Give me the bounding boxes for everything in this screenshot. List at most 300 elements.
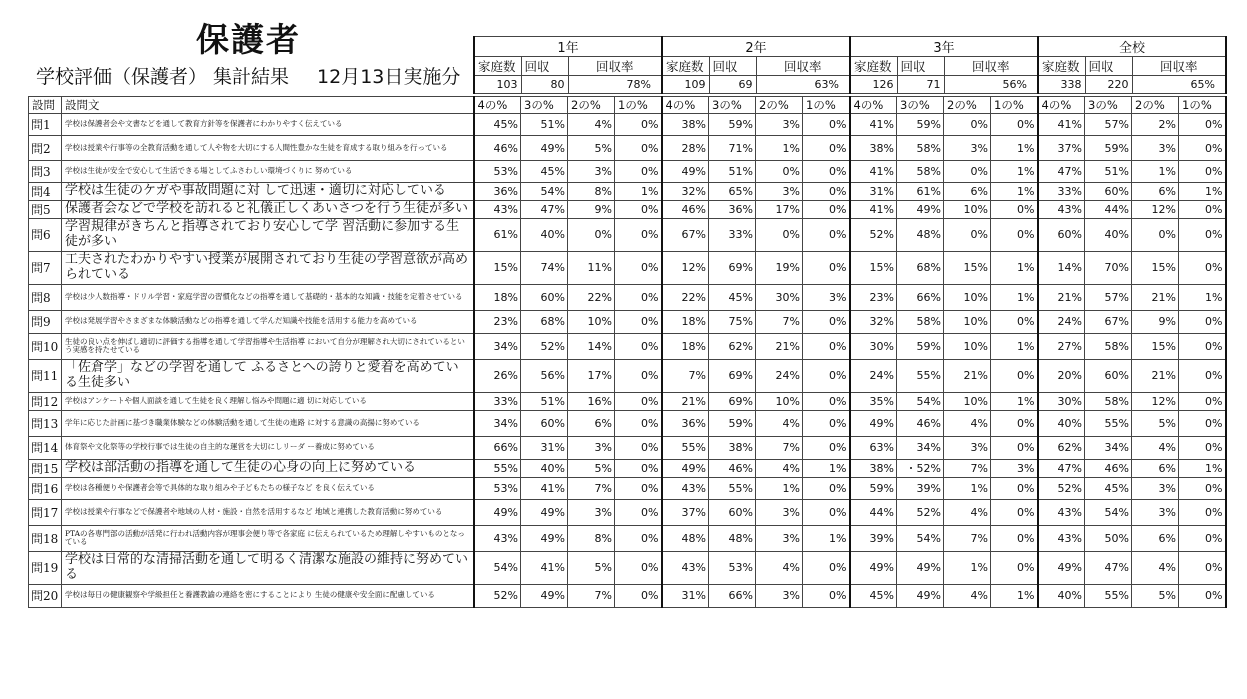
question-number: 問20 <box>29 584 62 607</box>
percent-cell: 38% <box>662 114 709 136</box>
percent-cell: 51% <box>521 114 568 136</box>
question-text-header: 設問文 <box>62 97 474 114</box>
percent-cell: 0% <box>1179 136 1226 161</box>
question-number: 問6 <box>29 219 62 252</box>
question-number: 問18 <box>29 525 62 551</box>
percent-cell: 1% <box>803 459 850 477</box>
percent-cell: 59% <box>709 114 756 136</box>
count-value-row <box>474 76 1226 94</box>
percent-cell: 0% <box>615 584 662 607</box>
question-row <box>29 136 1226 161</box>
percent-cell: 1% <box>1179 183 1226 201</box>
percent-cell: 44% <box>850 499 897 525</box>
percent-cell: 49% <box>897 551 944 584</box>
percent-cell: 0% <box>615 114 662 136</box>
percent-cell: 1% <box>991 584 1038 607</box>
percent-cell: 43% <box>474 525 521 551</box>
percent-cell: 43% <box>662 477 709 499</box>
percent-cell: 52% <box>897 499 944 525</box>
percent-cell: 60% <box>1085 183 1132 201</box>
percent-cell: 51% <box>1085 161 1132 183</box>
percent-cell: 54% <box>897 392 944 410</box>
returned-label: 回収 <box>521 57 568 76</box>
percent-cell: 20% <box>1038 359 1085 392</box>
percent-cell: 1% <box>991 251 1038 284</box>
percent-cell: 48% <box>662 525 709 551</box>
percent-cell: 0% <box>615 310 662 333</box>
percent-cell: 0% <box>756 161 803 183</box>
question-number: 問2 <box>29 136 62 161</box>
percent-cell: 0% <box>991 219 1038 252</box>
question-number: 問1 <box>29 114 62 136</box>
percent-cell: 55% <box>1085 410 1132 436</box>
percent-cell: 4% <box>756 551 803 584</box>
percent-cell: 0% <box>1179 436 1226 459</box>
question-number: 問12 <box>29 392 62 410</box>
percent-cell: 49% <box>897 584 944 607</box>
returned-count: 80 <box>521 76 568 94</box>
percent-cell: 57% <box>1085 114 1132 136</box>
group-label: 3年 <box>850 37 1038 57</box>
question-row <box>29 499 1226 525</box>
percent-cell: 0% <box>1179 551 1226 584</box>
question-number: 問15 <box>29 459 62 477</box>
question-row <box>29 310 1226 333</box>
percent-cell: 1% <box>944 551 991 584</box>
families-count: 103 <box>474 76 521 94</box>
percent-cell: 0% <box>615 392 662 410</box>
return-rate: 63% <box>756 76 850 94</box>
families-count: 109 <box>662 76 709 94</box>
percent-cell: 24% <box>1038 310 1085 333</box>
question-text: 工夫されたわかりやすい授業が展開されており生徒の学習意欲が高められている <box>62 251 474 284</box>
percent-cell: 36% <box>709 201 756 219</box>
percent-cell: 4% <box>756 459 803 477</box>
percent-cell: 66% <box>897 284 944 310</box>
collection-summary-table <box>473 36 1227 94</box>
percent-cell: 0% <box>615 284 662 310</box>
percent-cell: 0% <box>944 114 991 136</box>
percent-cell: 0% <box>615 136 662 161</box>
percent-cell: 18% <box>662 333 709 359</box>
results-table <box>28 96 1227 608</box>
percent-cell: 49% <box>662 161 709 183</box>
percent-cell: 49% <box>521 525 568 551</box>
percent-cell: 0% <box>615 436 662 459</box>
question-text: 生徒の良い点を伸ばし適切に評価する指導を通して学習指導や生活指導 において自分が理解され大切にされているという実感を持たせている <box>62 333 474 359</box>
percent-cell: 24% <box>756 359 803 392</box>
percent-header-4: 4の% <box>662 97 709 114</box>
percent-cell: 1% <box>991 392 1038 410</box>
percent-cell: 67% <box>1085 310 1132 333</box>
percent-cell: 41% <box>521 477 568 499</box>
percent-cell: 0% <box>803 436 850 459</box>
percent-cell: 0% <box>1179 584 1226 607</box>
percent-cell: 49% <box>1038 551 1085 584</box>
percent-cell: 4% <box>756 410 803 436</box>
question-row <box>29 477 1226 499</box>
percent-cell: 14% <box>1038 251 1085 284</box>
percent-cell: 41% <box>521 551 568 584</box>
percent-cell: 49% <box>521 136 568 161</box>
percent-cell: 0% <box>803 161 850 183</box>
percent-cell: 68% <box>897 251 944 284</box>
percent-cell: 33% <box>474 392 521 410</box>
percent-cell: 43% <box>1038 201 1085 219</box>
question-number: 問8 <box>29 284 62 310</box>
percent-cell: 0% <box>991 410 1038 436</box>
percent-cell: 1% <box>756 136 803 161</box>
percent-cell: 28% <box>662 136 709 161</box>
percent-cell: 39% <box>897 477 944 499</box>
percent-cell: 0% <box>1179 114 1226 136</box>
percent-cell: 59% <box>709 410 756 436</box>
percent-cell: 57% <box>1085 284 1132 310</box>
question-row <box>29 551 1226 584</box>
percent-cell: 47% <box>521 201 568 219</box>
question-text: 学校は発展学習やさまざまな体験活動などの指導を通して学んだ知識や技能を活用する能力を高めている <box>62 310 474 333</box>
percent-cell: 7% <box>944 525 991 551</box>
percent-cell: 51% <box>709 161 756 183</box>
percent-cell: 0% <box>615 201 662 219</box>
percent-cell: 19% <box>756 251 803 284</box>
percent-cell: 40% <box>1038 410 1085 436</box>
percent-cell: 41% <box>850 201 897 219</box>
percent-cell: 38% <box>709 436 756 459</box>
percent-cell: 14% <box>568 333 615 359</box>
question-text: PTAの各専門部の活動が活発に行われ活動内容が理事会便り等で各家庭 に伝えられているため理解しやすいものとなっている <box>62 525 474 551</box>
percent-cell: 0% <box>615 551 662 584</box>
question-number: 問11 <box>29 359 62 392</box>
question-text: 学校は少人数指導・ドリル学習・家庭学習の習慣化などの指導を通して基礎的・基本的な知識・技能を定着させている <box>62 284 474 310</box>
question-number: 問9 <box>29 310 62 333</box>
question-text: 学習規律がきちんと指導されており安心して学 習活動に参加する生徒が多い <box>62 219 474 252</box>
question-text: 学年に応じた計画に基づき職業体験などの体験活動を通して生徒の進路 に対する意識の高揚に努めている <box>62 410 474 436</box>
percent-cell: 0% <box>803 310 850 333</box>
percent-cell: 0% <box>803 251 850 284</box>
percent-cell: 21% <box>1132 359 1179 392</box>
question-row <box>29 392 1226 410</box>
percent-cell: 0% <box>1179 310 1226 333</box>
percent-cell: 4% <box>944 584 991 607</box>
percent-cell: 43% <box>662 551 709 584</box>
percent-cell: 10% <box>944 310 991 333</box>
percent-cell: 41% <box>1038 114 1085 136</box>
percent-cell: 5% <box>1132 584 1179 607</box>
percent-cell: 48% <box>709 525 756 551</box>
percent-header-3: 3の% <box>709 97 756 114</box>
percent-cell: 31% <box>850 183 897 201</box>
question-text: 体育祭や文化祭等の学校行事では生徒の自主的な運営を大切にしリーダ ー養成に努めている <box>62 436 474 459</box>
percent-cell: 31% <box>662 584 709 607</box>
question-text: 学校は各種便りや保護者会等で具体的な取り組みや子どもたちの様子など を良く伝えている <box>62 477 474 499</box>
percent-cell: 53% <box>709 551 756 584</box>
percent-cell: 7% <box>944 459 991 477</box>
question-number: 問3 <box>29 161 62 183</box>
percent-cell: 23% <box>474 310 521 333</box>
percent-cell: 0% <box>1179 219 1226 252</box>
percent-cell: 4% <box>568 114 615 136</box>
percent-cell: 1% <box>991 333 1038 359</box>
percent-header-1: 1の% <box>803 97 850 114</box>
percent-cell: 21% <box>756 333 803 359</box>
question-row <box>29 219 1226 252</box>
percent-cell: 46% <box>1085 459 1132 477</box>
percent-cell: 30% <box>1038 392 1085 410</box>
percent-cell: 12% <box>662 251 709 284</box>
percent-cell: 22% <box>568 284 615 310</box>
question-row <box>29 333 1226 359</box>
returned-count: 69 <box>709 76 756 94</box>
percent-cell: 67% <box>662 219 709 252</box>
percent-cell: 54% <box>521 183 568 201</box>
percent-cell: 0% <box>615 459 662 477</box>
question-text: 保護者会などで学校を訪れると礼儀正しくあいさつを行う生徒が多い <box>62 201 474 219</box>
percent-cell: 52% <box>521 333 568 359</box>
percent-cell: 3% <box>756 525 803 551</box>
percent-cell: 56% <box>521 359 568 392</box>
question-number-header: 設問 <box>29 97 62 114</box>
percent-cell: 65% <box>709 183 756 201</box>
percent-cell: 27% <box>1038 333 1085 359</box>
question-row <box>29 114 1226 136</box>
percent-cell: 0% <box>615 251 662 284</box>
percent-cell: 0% <box>615 410 662 436</box>
percent-cell: 46% <box>662 201 709 219</box>
returned-label: 回収 <box>1085 57 1132 76</box>
percent-cell: 59% <box>897 333 944 359</box>
percent-cell: 8% <box>568 525 615 551</box>
percent-cell: 44% <box>1085 201 1132 219</box>
percent-cell: 52% <box>474 584 521 607</box>
question-text: 学校はアンケートや個人面談を通して生徒を良く理解し悩みや問題に適 切に対応している <box>62 392 474 410</box>
percent-cell: 40% <box>521 219 568 252</box>
subtitle-text: 学校評価（保護者） 集計結果 <box>36 66 290 88</box>
returned-count: 71 <box>897 76 944 94</box>
question-row <box>29 183 1226 201</box>
percent-cell: 58% <box>1085 392 1132 410</box>
percent-cell: 26% <box>474 359 521 392</box>
percent-cell: 0% <box>803 410 850 436</box>
question-text: 学校は毎日の健康観察や学級担任と養護教諭の連絡を密にすることにより 生徒の健康や安全面に配慮している <box>62 584 474 607</box>
percent-cell: 49% <box>521 584 568 607</box>
percent-cell: 41% <box>850 114 897 136</box>
percent-cell: 34% <box>474 333 521 359</box>
percent-header-4: 4の% <box>474 97 521 114</box>
percent-cell: 40% <box>1038 584 1085 607</box>
percent-cell: 69% <box>709 359 756 392</box>
percent-header-4: 4の% <box>850 97 897 114</box>
percent-cell: 55% <box>1085 584 1132 607</box>
percent-cell: 0% <box>615 219 662 252</box>
percent-cell: 55% <box>474 459 521 477</box>
percent-cell: 60% <box>1085 359 1132 392</box>
percent-cell: 39% <box>850 525 897 551</box>
question-number: 問13 <box>29 410 62 436</box>
families-label: 家庭数 <box>474 57 521 76</box>
percent-cell: 0% <box>803 359 850 392</box>
percent-cell: 63% <box>850 436 897 459</box>
percent-cell: 21% <box>1132 284 1179 310</box>
percent-cell: 0% <box>944 219 991 252</box>
percent-cell: 7% <box>662 359 709 392</box>
percent-header-4: 4の% <box>1038 97 1085 114</box>
question-number: 問16 <box>29 477 62 499</box>
percent-cell: 10% <box>944 201 991 219</box>
percent-cell: 10% <box>944 284 991 310</box>
percent-cell: 52% <box>850 219 897 252</box>
percent-cell: 0% <box>756 219 803 252</box>
question-row <box>29 584 1226 607</box>
percent-cell: 0% <box>991 436 1038 459</box>
percent-cell: 17% <box>568 359 615 392</box>
percent-cell: 3% <box>756 183 803 201</box>
percent-cell: 30% <box>850 333 897 359</box>
families-count: 126 <box>850 76 897 94</box>
percent-cell: 34% <box>474 410 521 436</box>
percent-cell: 3% <box>1132 136 1179 161</box>
question-number: 問19 <box>29 551 62 584</box>
percent-cell: 53% <box>474 477 521 499</box>
page-subtitle <box>36 62 460 89</box>
column-header-row <box>29 97 1226 114</box>
percent-cell: 15% <box>944 251 991 284</box>
percent-cell: 21% <box>662 392 709 410</box>
percent-cell: 58% <box>1085 333 1132 359</box>
percent-cell: 0% <box>1179 359 1226 392</box>
return-rate: 56% <box>944 76 1038 94</box>
percent-cell: 0% <box>615 499 662 525</box>
percent-cell: 0% <box>803 392 850 410</box>
question-text: 学校は日常的な清掃活動を通して明るく清潔な施設の維持に努めている <box>62 551 474 584</box>
percent-cell: 62% <box>709 333 756 359</box>
percent-cell: 0% <box>1179 392 1226 410</box>
percent-cell: 18% <box>662 310 709 333</box>
group-label: 全校 <box>1038 37 1226 57</box>
percent-cell: 4% <box>944 410 991 436</box>
percent-header-2: 2の% <box>756 97 803 114</box>
percent-cell: 3% <box>568 436 615 459</box>
percent-cell: 0% <box>615 161 662 183</box>
families-label: 家庭数 <box>662 57 709 76</box>
percent-header-3: 3の% <box>1085 97 1132 114</box>
percent-cell: 6% <box>944 183 991 201</box>
percent-cell: 36% <box>662 410 709 436</box>
percent-cell: 46% <box>474 136 521 161</box>
percent-cell: 38% <box>850 459 897 477</box>
percent-cell: 7% <box>756 310 803 333</box>
percent-header-3: 3の% <box>521 97 568 114</box>
percent-cell: 74% <box>521 251 568 284</box>
percent-cell: 46% <box>897 410 944 436</box>
percent-cell: 0% <box>991 114 1038 136</box>
percent-cell: 0% <box>1179 333 1226 359</box>
percent-cell: 9% <box>568 201 615 219</box>
percent-cell: 38% <box>850 136 897 161</box>
percent-cell: 1% <box>803 525 850 551</box>
percent-cell: 0% <box>803 183 850 201</box>
percent-cell: 30% <box>756 284 803 310</box>
percent-cell: 1% <box>1179 459 1226 477</box>
percent-cell: 32% <box>850 310 897 333</box>
percent-cell: 0% <box>1132 219 1179 252</box>
percent-cell: 0% <box>568 219 615 252</box>
percent-header-2: 2の% <box>568 97 615 114</box>
percent-cell: 0% <box>803 201 850 219</box>
question-text: 学校は保護者会や文書などを通して教育方針等を保護者にわかりやすく伝えている <box>62 114 474 136</box>
percent-cell: 47% <box>1038 459 1085 477</box>
percent-cell: 3% <box>1132 477 1179 499</box>
percent-cell: 21% <box>1038 284 1085 310</box>
percent-cell: 59% <box>1085 136 1132 161</box>
percent-cell: 49% <box>521 499 568 525</box>
question-row <box>29 359 1226 392</box>
percent-cell: 45% <box>521 161 568 183</box>
percent-cell: 0% <box>1179 161 1226 183</box>
percent-cell: 49% <box>850 410 897 436</box>
percent-cell: 75% <box>709 310 756 333</box>
percent-cell: 0% <box>1179 477 1226 499</box>
percent-cell: 59% <box>850 477 897 499</box>
percent-cell: 0% <box>991 525 1038 551</box>
percent-cell: 70% <box>1085 251 1132 284</box>
percent-cell: 3% <box>944 436 991 459</box>
percent-cell: 7% <box>568 477 615 499</box>
percent-cell: 0% <box>991 477 1038 499</box>
percent-cell: 62% <box>1038 436 1085 459</box>
question-number: 問4 <box>29 183 62 201</box>
percent-cell: 6% <box>568 410 615 436</box>
percent-cell: 7% <box>756 436 803 459</box>
percent-header-1: 1の% <box>991 97 1038 114</box>
percent-cell: 16% <box>568 392 615 410</box>
percent-cell: 12% <box>1132 392 1179 410</box>
percent-cell: 66% <box>709 584 756 607</box>
percent-cell: 5% <box>568 551 615 584</box>
percent-cell: 3% <box>568 499 615 525</box>
percent-cell: 15% <box>850 251 897 284</box>
percent-cell: 46% <box>709 459 756 477</box>
percent-cell: 0% <box>803 333 850 359</box>
percent-cell: 15% <box>474 251 521 284</box>
percent-cell: 60% <box>709 499 756 525</box>
group-header-row <box>474 37 1226 57</box>
returned-count: 220 <box>1085 76 1132 94</box>
percent-cell: 0% <box>615 359 662 392</box>
percent-cell: 43% <box>474 201 521 219</box>
question-row <box>29 410 1226 436</box>
percent-cell: 0% <box>991 359 1038 392</box>
question-row <box>29 436 1226 459</box>
percent-cell: ・52% <box>897 459 944 477</box>
percent-cell: 49% <box>850 551 897 584</box>
percent-cell: 58% <box>897 310 944 333</box>
question-text: 学校は部活動の指導を通して生徒の心身の向上に努めている <box>62 459 474 477</box>
percent-cell: 59% <box>897 114 944 136</box>
percent-cell: 45% <box>850 584 897 607</box>
percent-cell: 0% <box>803 136 850 161</box>
percent-cell: 1% <box>1132 161 1179 183</box>
percent-cell: 0% <box>991 551 1038 584</box>
percent-cell: 5% <box>568 136 615 161</box>
percent-cell: 68% <box>521 310 568 333</box>
page-title: 保護者 <box>196 20 301 59</box>
percent-cell: 66% <box>474 436 521 459</box>
percent-cell: 10% <box>944 333 991 359</box>
percent-cell: 1% <box>991 161 1038 183</box>
percent-cell: 10% <box>944 392 991 410</box>
percent-cell: 15% <box>1132 251 1179 284</box>
